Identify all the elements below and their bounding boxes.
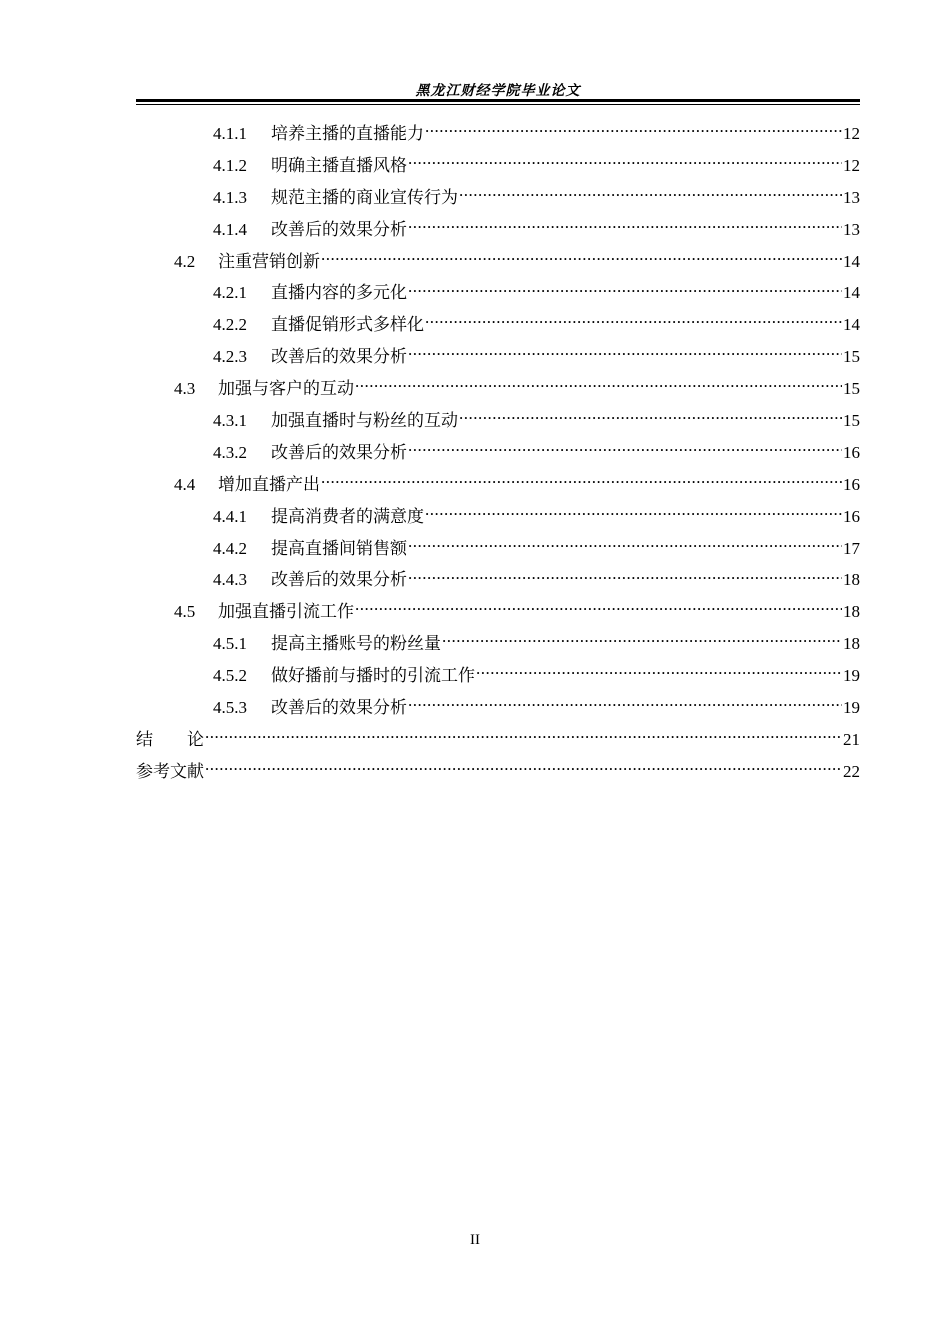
toc-entry-number: 4.5.1 xyxy=(213,634,247,654)
toc-entry-page: 21 xyxy=(843,729,860,749)
toc-entry-title: 改善后的效果分析 xyxy=(271,347,407,367)
toc-entry-title: 加强直播时与粉丝的互动 xyxy=(271,411,458,431)
toc-entry[interactable] xyxy=(136,405,860,437)
toc-dot-leader xyxy=(408,696,842,713)
toc-entry[interactable] xyxy=(136,118,860,150)
toc-entry-number: 4.3 xyxy=(174,379,196,399)
toc-entry-number: 4.5 xyxy=(174,602,196,622)
toc-dot-leader xyxy=(408,568,842,585)
toc-entry-number: 4.2.1 xyxy=(213,283,247,303)
toc-entry-page: 18 xyxy=(843,634,860,654)
toc-entry-title: 提高主播账号的粉丝量 xyxy=(271,634,441,654)
toc-entry[interactable] xyxy=(136,437,860,469)
toc-entry[interactable] xyxy=(136,373,860,405)
toc-dot-leader xyxy=(408,218,842,235)
toc-entry-title: 规范主播的商业宣传行为 xyxy=(271,187,458,207)
toc-entry-number: 4.5.2 xyxy=(213,666,247,686)
toc-dot-leader xyxy=(459,409,842,426)
toc-entry-title: 提高直播间销售额 xyxy=(271,538,407,558)
toc-entry-number: 4.4.2 xyxy=(213,538,247,558)
toc-entry-title: 增加直播产出 xyxy=(218,474,320,494)
toc-entry-page: 13 xyxy=(843,219,860,239)
toc-entry-title: 加强直播引流工作 xyxy=(218,602,354,622)
toc-entry-page: 12 xyxy=(843,155,860,175)
toc-entry-page: 15 xyxy=(843,347,860,367)
header-rule-thin xyxy=(136,104,860,105)
header-rule-thick xyxy=(136,99,860,102)
toc-entry-page: 19 xyxy=(843,666,860,686)
toc-entry-page: 18 xyxy=(843,602,860,622)
toc-entry-page: 15 xyxy=(843,411,860,431)
toc-entry-title: 培养主播的直播能力 xyxy=(271,124,424,143)
toc-entry[interactable] xyxy=(136,564,860,596)
toc-entry-title: 明确主播直播风格 xyxy=(271,155,407,175)
toc-entry-number: 4.4.3 xyxy=(213,570,247,590)
toc-dot-leader xyxy=(321,473,842,490)
toc-entry-number: 4.2 xyxy=(174,251,196,271)
toc-entry-number: 4.1.4 xyxy=(213,219,247,239)
toc-dot-leader xyxy=(408,441,842,458)
toc-entry-number: 4.2.2 xyxy=(213,315,247,335)
toc-dot-leader xyxy=(321,250,842,267)
toc-entry-page: 12 xyxy=(843,124,860,143)
toc-entry-page: 22 xyxy=(843,761,860,781)
toc-entry-number: 4.3.2 xyxy=(213,442,247,462)
toc-entry[interactable] xyxy=(136,214,860,246)
toc-entry-page: 16 xyxy=(843,442,860,462)
toc-dot-leader xyxy=(408,281,842,298)
toc-dot-leader xyxy=(408,537,842,554)
toc-entry[interactable] xyxy=(136,660,860,692)
toc-entry[interactable] xyxy=(136,277,860,309)
toc-entry-page: 16 xyxy=(843,506,860,526)
toc-entry-page: 14 xyxy=(843,283,860,303)
toc-entry[interactable] xyxy=(136,150,860,182)
toc-entry-number: 4.3.1 xyxy=(213,411,247,431)
toc-entry[interactable] xyxy=(136,724,860,756)
toc-entry[interactable] xyxy=(136,246,860,278)
toc-entry-title: 直播促销形式多样化 xyxy=(271,315,424,335)
toc-entry-title: 直播内容的多元化 xyxy=(271,283,407,303)
toc-entry[interactable] xyxy=(136,469,860,501)
toc-entry[interactable] xyxy=(136,596,860,628)
toc-entry-page: 15 xyxy=(843,379,860,399)
toc-entry-number: 4.4.1 xyxy=(213,506,247,526)
toc-entry-title: 提高消费者的满意度 xyxy=(271,506,424,526)
toc-entry[interactable] xyxy=(136,309,860,341)
toc-entry-number: 4.1.2 xyxy=(213,155,247,175)
toc-entry-page: 18 xyxy=(843,570,860,590)
toc-entry-number: 4.1.3 xyxy=(213,187,247,207)
toc-entry-page: 14 xyxy=(843,315,860,335)
toc-entry[interactable] xyxy=(136,182,860,214)
toc-entry[interactable] xyxy=(136,692,860,724)
toc-dot-leader xyxy=(205,728,842,745)
toc-entry-page: 17 xyxy=(843,538,860,558)
table-of-contents xyxy=(136,118,860,788)
toc-entry-number: 4.5.3 xyxy=(213,698,247,718)
toc-dot-leader xyxy=(205,760,842,777)
toc-entry[interactable] xyxy=(136,756,860,788)
toc-dot-leader xyxy=(408,345,842,362)
toc-entry[interactable] xyxy=(136,501,860,533)
toc-entry-title: 改善后的效果分析 xyxy=(271,219,407,239)
toc-dot-leader xyxy=(425,122,842,139)
toc-entry-title: 改善后的效果分析 xyxy=(271,698,407,718)
toc-entry-title: 参考文献 xyxy=(136,761,204,781)
toc-entry[interactable] xyxy=(136,628,860,660)
toc-entry-title: 做好播前与播时的引流工作 xyxy=(271,666,475,686)
toc-dot-leader xyxy=(355,600,842,617)
toc-entry-page: 16 xyxy=(843,474,860,494)
toc-dot-leader xyxy=(425,505,842,522)
running-header-title: 黑龙江财经学院毕业论文 xyxy=(415,83,581,99)
toc-entry-title: 加强与客户的互动 xyxy=(218,379,354,399)
toc-dot-leader xyxy=(476,664,842,681)
toc-entry-title: 改善后的效果分析 xyxy=(271,570,407,590)
toc-entry[interactable] xyxy=(136,341,860,373)
toc-entry-page: 13 xyxy=(843,187,860,207)
toc-entry-title: 改善后的效果分析 xyxy=(271,442,407,462)
toc-dot-leader xyxy=(355,377,842,394)
toc-entry-number: 4.2.3 xyxy=(213,347,247,367)
toc-dot-leader xyxy=(459,186,842,203)
page-number: II xyxy=(470,1232,480,1248)
toc-entry-page: 19 xyxy=(843,698,860,718)
toc-dot-leader xyxy=(408,154,842,171)
toc-entry-title: 注重营销创新 xyxy=(218,251,320,271)
toc-entry-title: 结 论 xyxy=(136,729,204,749)
toc-entry-page: 14 xyxy=(843,251,860,271)
toc-entry-number: 4.1.1 xyxy=(213,124,247,143)
toc-entry[interactable] xyxy=(136,533,860,565)
toc-entry-number: 4.4 xyxy=(174,474,196,494)
toc-dot-leader xyxy=(425,313,842,330)
toc-dot-leader xyxy=(442,632,842,649)
